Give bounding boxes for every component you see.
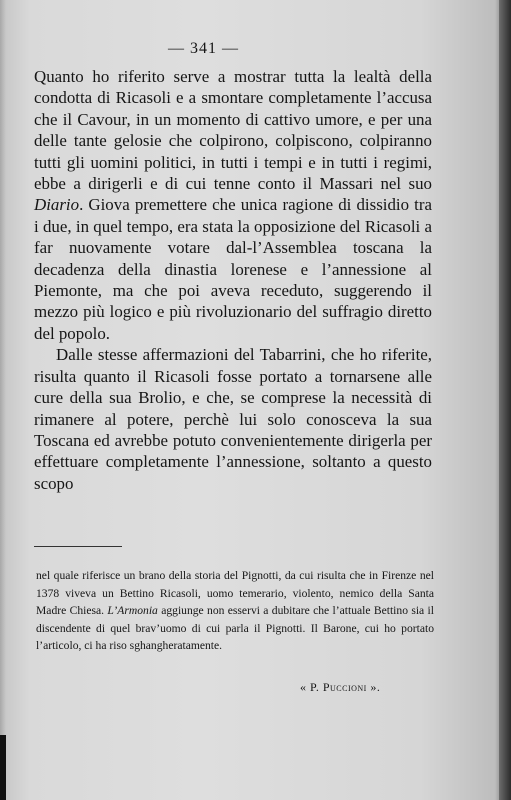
armonia-title: L’Armonia: [107, 604, 158, 618]
footnote: [36, 567, 434, 655]
footnote-rule: [34, 546, 122, 547]
paragraph-2: [34, 344, 432, 494]
signature-name: Puccioni: [322, 680, 367, 694]
paragraph-2-text: Dalle stesse affermazioni del Tabarrini, che ho riferite, risulta quanto il Ricasoli fosse portato a tornarsene alle cure della sua Brolio, e che, se comprese la necessità di rimanere al potere, perchè lui solo conosceva la sua Toscana ed avrebbe potuto convenientemente dirigerla per effettuare completamente l’annessione, soltanto a questo scopo: [34, 345, 432, 493]
footnote-part-1: nel quale riferisce un brano della storia del Pignotti, da cui risulta che in Firenze nel 1378 viveva un Bettino Ricasoli, uomo temerario, violento, nemico della Santa Madre Chiesa.: [36, 569, 434, 618]
page-edge-shadow: [499, 0, 511, 800]
footnote-part-2: aggiunge non esservi a dubitare che l’attuale Bettino sia il discendente di quel brav’uomo di cui parla il Pignotti. Il Barone, cui ho portato l’articolo, ci ha riso sghangheratamente.: [36, 604, 434, 653]
signature-close: ».: [366, 680, 381, 694]
diario-title: Diario: [34, 195, 80, 215]
footnote-text: [36, 567, 434, 655]
signature: [300, 680, 380, 695]
signature-open: « P.: [300, 680, 323, 694]
scan-edge-mark: [0, 735, 6, 800]
paragraph-1-part-2: . Giova premettere che unica ragione di dissidio tra i due, in quel tempo, era stata la opposizione del Ricasoli a far nuovamente votare dal-l’Assemblea toscana la decadenza della dinastia lorenese e l’annessione al Piemonte, ma che poi aveva receduto, suggerendo il mezzo più logico e più rivoluzionario del suffragio diretto del popolo.: [34, 195, 432, 343]
page-number: — 341 —: [168, 40, 239, 57]
paragraph-1: [34, 66, 432, 344]
body-text: [34, 66, 432, 494]
paragraph-1-part-1: Quanto ho riferito serve a mostrar tutta la lealtà della condotta di Ricasoli e a smontare completamente l’accusa che il Cavour, in un momento di cattivo umore, e per una delle tante gelosie che colpirono, colpiscono, colpiranno tutti gli uomini politici, in tutti i tempi e in tutti i regimi, ebbe a dirigerli e di cui tenne conto il Massari nel suo: [34, 67, 432, 194]
